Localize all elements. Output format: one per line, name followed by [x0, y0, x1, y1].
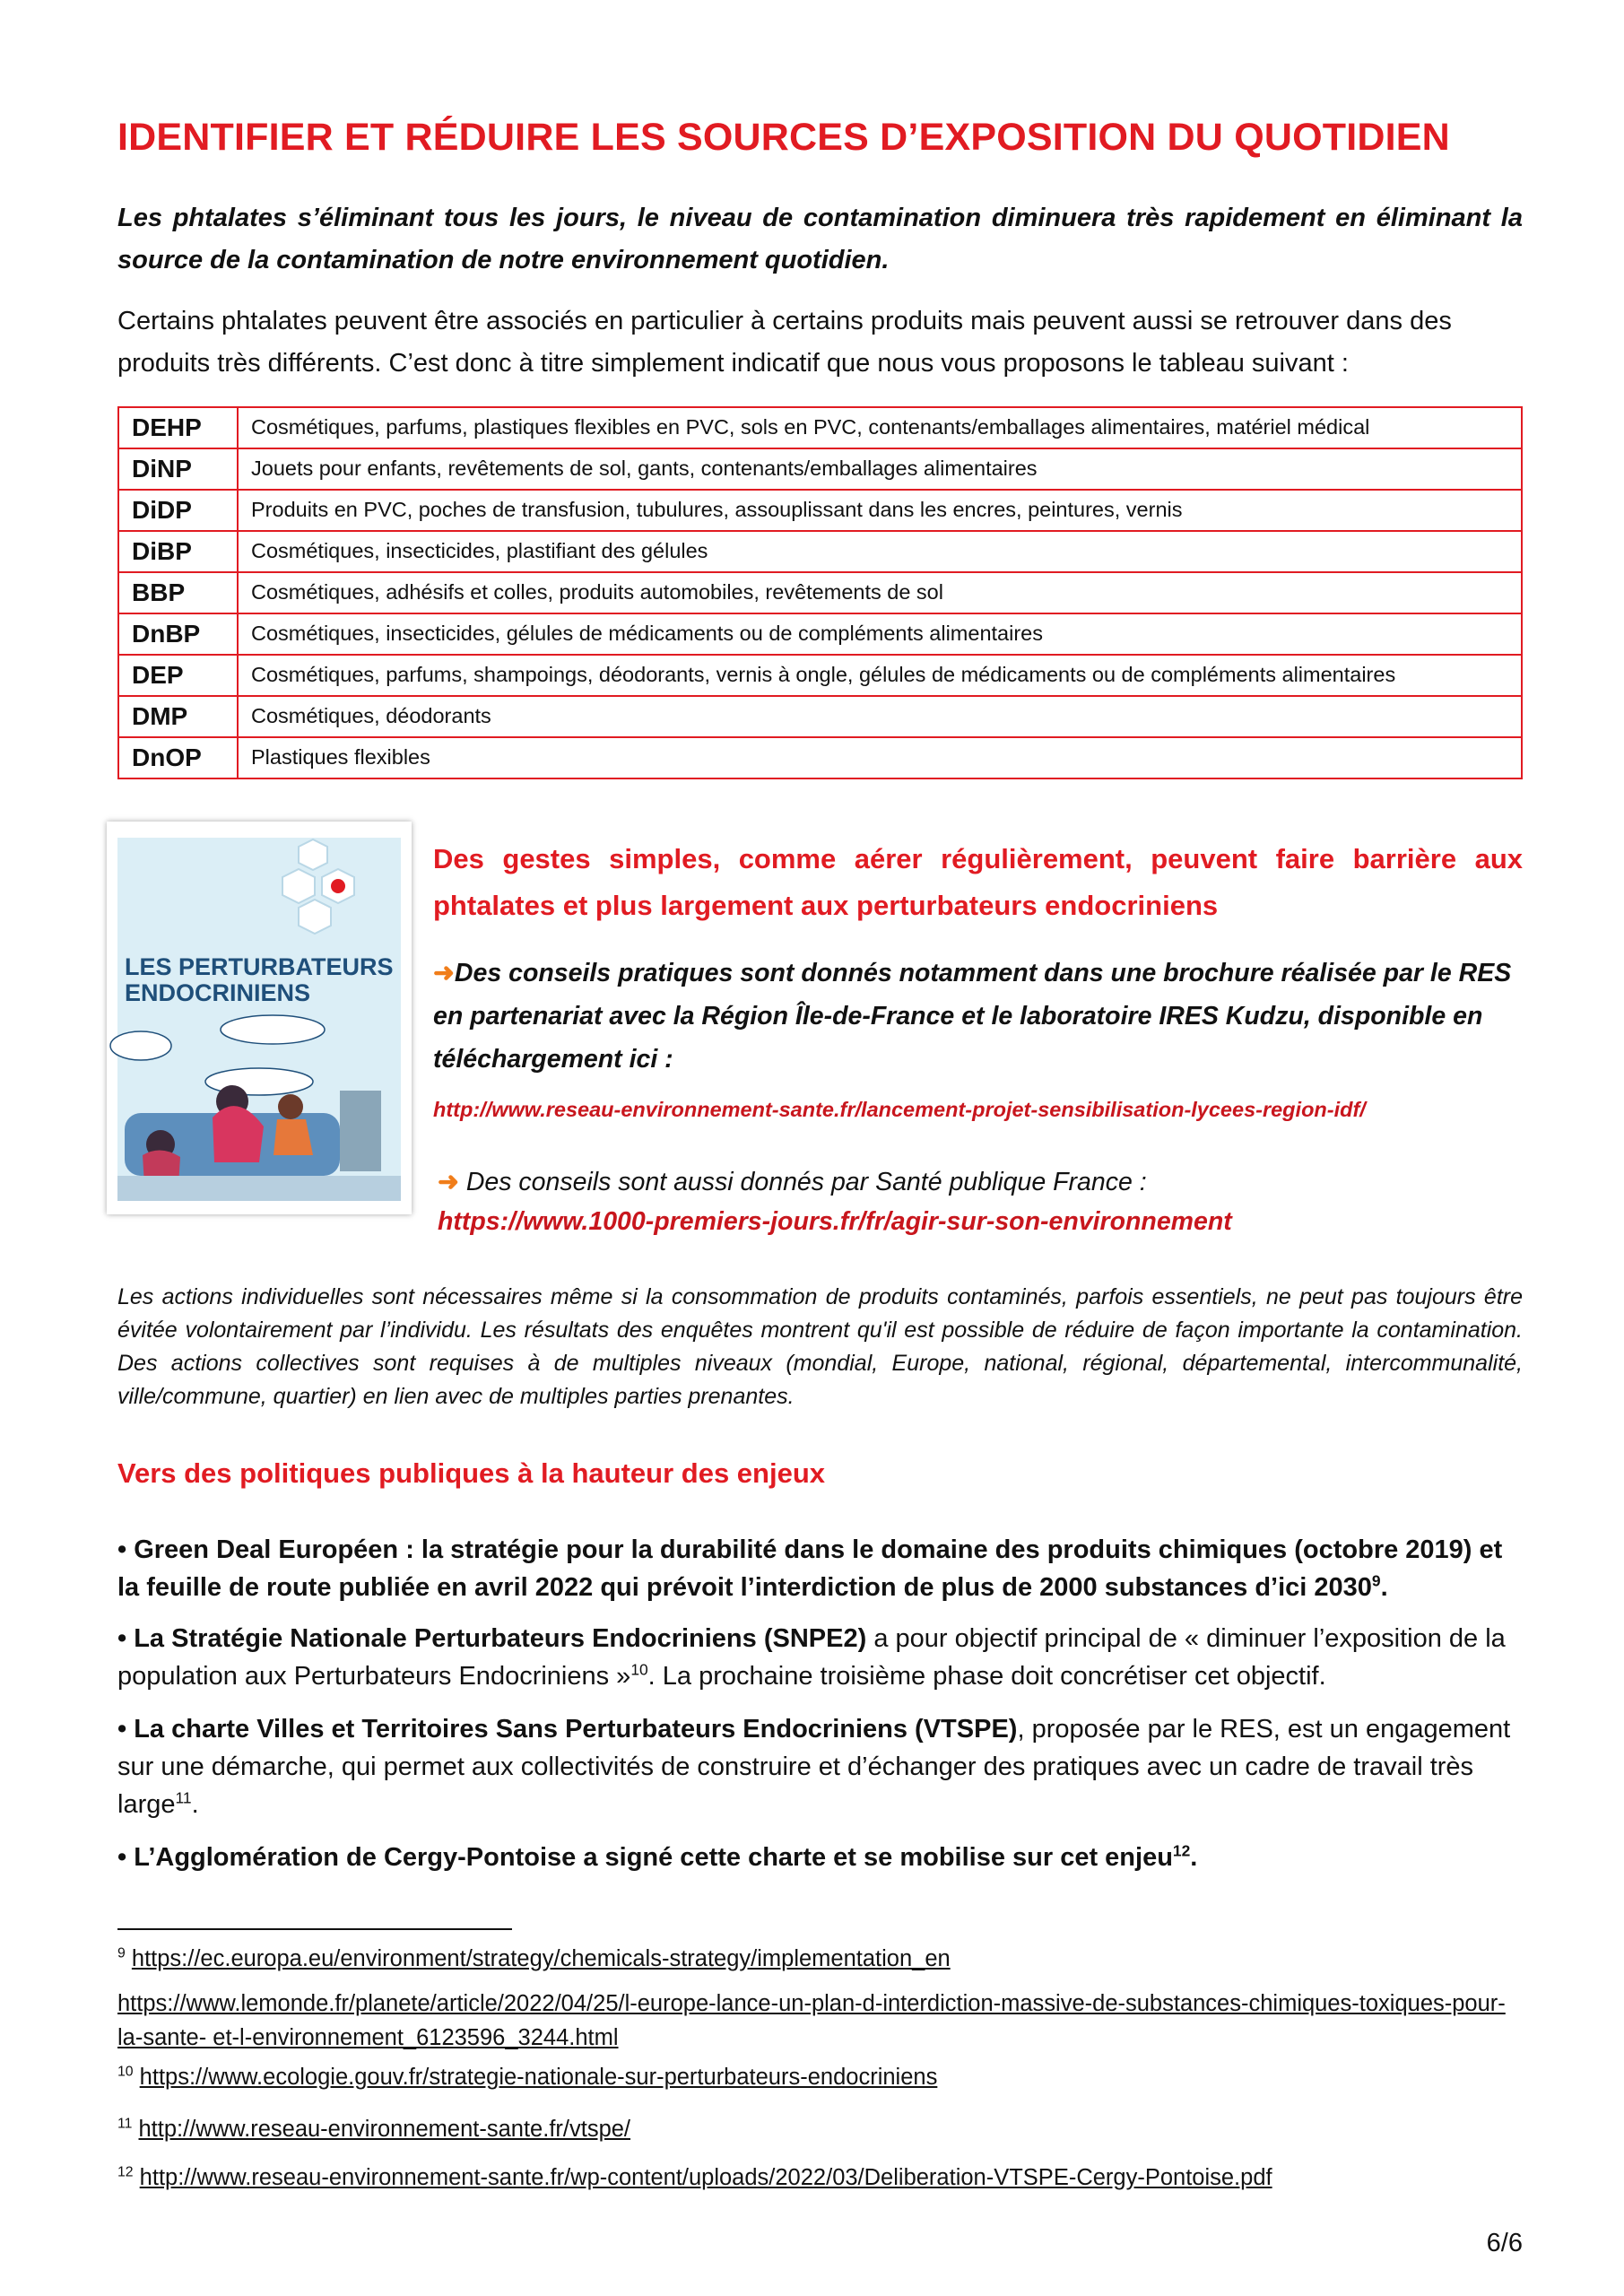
table-row — [118, 655, 1522, 696]
phthalate-abbreviation: BBP — [118, 572, 238, 613]
bullet-cergy — [117, 1839, 1523, 1876]
phthalate-abbreviation: DnBP — [118, 613, 238, 655]
footnote-ref-11[interactable]: 11 — [175, 1788, 192, 1807]
table-row — [118, 572, 1522, 613]
bullet-snpe2 — [117, 1620, 1523, 1695]
footnote-9-second-link — [117, 1987, 1523, 2055]
footnote-number: 10 — [117, 2064, 134, 2080]
footnote-number: 11 — [117, 2116, 133, 2132]
intro-paragraph: Certains phtalates peuvent être associés en particulier à certains produits mais peuvent aussi se retrouver dans des produits très différents. C’est donc à titre simplement indicatif que nous vous proposons le tableau suivant : — [117, 307, 1452, 378]
bullet-end: . — [191, 1790, 199, 1819]
bullet-vtspe — [117, 1710, 1523, 1823]
brochure-advice-paragraph — [433, 952, 1523, 1081]
bullet-end: . — [1380, 1573, 1388, 1602]
bullet-vtspe-bold: • La charte Villes et Territoires Sans Perturbateurs Endocriniens (VTSPE) — [117, 1715, 1018, 1744]
brochure-link[interactable]: http://www.reseau-environnement-sante.fr/lancement-projet-sensibilisation-lycees-region-idf/ — [433, 1098, 1366, 1121]
phthalate-uses: Cosmétiques, parfums, shampoings, déodorants, vernis à ongle, gélules de médicaments ou de compléments alimentaires — [238, 655, 1522, 696]
phthalate-uses: Cosmétiques, adhésifs et colles, produits automobiles, revêtements de sol — [238, 572, 1522, 613]
footnote-number: 12 — [117, 2164, 134, 2180]
footnote-number: 9 — [117, 1945, 126, 1961]
footnote-link[interactable]: http://www.reseau-environnement-sante.fr/vtspe/ — [138, 2117, 631, 2142]
policies-heading: Vers des politiques publiques à la hauteur des enjeux — [117, 1457, 826, 1489]
phthalate-abbreviation: DMP — [118, 696, 238, 737]
footnote-link[interactable]: http://www.reseau-environnement-sante.fr/wp-content/uploads/2022/03/Deliberation-VTSPE-Cergy-Pontoise.pdf — [139, 2165, 1272, 2190]
table-row — [118, 613, 1522, 655]
footnote-link[interactable]: https://ec.europa.eu/environment/strategy/chemicals-strategy/implementation_en — [131, 1946, 951, 1971]
footnote-12 — [117, 2161, 1523, 2195]
table-row — [118, 696, 1522, 737]
page-number: 6/6 — [1486, 2229, 1523, 2257]
phthalate-uses: Jouets pour enfants, revêtements de sol, gants, contenants/emballages alimentaires — [238, 448, 1522, 490]
bullet-snpe2-bold: • La Stratégie Nationale Perturbateurs Endocriniens (SNPE2) — [117, 1624, 867, 1653]
footnote-ref-12[interactable]: 12 — [1172, 1841, 1191, 1860]
actions-paragraph: Les actions individuelles sont nécessaires même si la consommation de produits contaminés, parfois essentiels, ne peut pas toujours être évitée volontairement par l’individu. Les résultats des enquêtes montrent qu'il est possible de réduire de façon importante la contamination. Des actions collectives sont requises à de multiples niveaux (mondial, Europe, national, régional, départemental, intercommunalité, ville/commune, quartier) en lien avec de multiples parties prenantes. — [117, 1284, 1523, 1409]
spf-advice-paragraph — [438, 1162, 1523, 1241]
table-row — [118, 531, 1522, 572]
bullet-vtspe-text: , proposée par le RES, est un engagement sur une démarche, qui permet aux collectivités de construire et d’échanger des pratiques avec un cadre de travail très large — [117, 1715, 1511, 1819]
intro-bold-paragraph: Les phtalates s’éliminant tous les jours, le niveau de contamination diminuera très rapidement en éliminant la source de la contamination de notre environnement quotidien. — [117, 204, 1523, 274]
brochure-illustration — [107, 822, 412, 1214]
phthalates-table — [117, 406, 1523, 779]
spf-link[interactable]: https://www.1000-premiers-jours.fr/fr/agir-sur-son-environnement — [438, 1207, 1232, 1236]
spf-advice-text: Des conseils sont aussi donnés par Santé publique France : — [465, 1168, 1147, 1196]
phthalate-abbreviation: DEHP — [118, 407, 238, 448]
brochure-advice-text: Des conseils pratiques sont donnés notamment dans une brochure réalisée par le RES en partenariat avec la Région Île-de-France et le laboratoire IRES Kudzu, disponible en téléchargement ici : — [433, 959, 1512, 1074]
phthalate-uses: Cosmétiques, insecticides, gélules de médicaments ou de compléments alimentaires — [238, 613, 1522, 655]
phthalate-uses: Produits en PVC, poches de transfusion, tubulures, assouplissant dans les encres, peintures, vernis — [238, 490, 1522, 531]
bullet-green-deal — [117, 1531, 1523, 1606]
brochure-cover-image[interactable] — [107, 822, 412, 1214]
phthalate-uses: Cosmétiques, parfums, plastiques flexibles en PVC, sols en PVC, contenants/emballages alimentaires, matériel médical — [238, 407, 1522, 448]
table-row — [118, 737, 1522, 778]
page-title: IDENTIFIER ET RÉDUIRE LES SOURCES D’EXPOSITION DU QUOTIDIEN — [117, 116, 1450, 159]
phthalate-uses: Cosmétiques, insecticides, plastifiant des gélules — [238, 531, 1522, 572]
arrow-right-icon: ➜ — [433, 959, 455, 987]
phthalate-abbreviation: DiNP — [118, 448, 238, 490]
footnote-link[interactable]: https://www.ecologie.gouv.fr/strategie-nationale-sur-perturbateurs-endocriniens — [139, 2065, 938, 2090]
bullet-snpe2-end: . La prochaine troisième phase doit concrétiser cet objectif. — [647, 1662, 1326, 1691]
footnote-divider — [117, 1928, 512, 1930]
footnote-ref-10[interactable]: 10 — [630, 1660, 648, 1679]
brochure-cover-title: LES PERTURBATEURS ENDOCRINIENS — [125, 953, 394, 1007]
bullet-snpe2-text: a pour objectif principal de « diminuer l’exposition de la population aux Perturbateurs Endocriniens » — [117, 1624, 1506, 1691]
table-row — [118, 448, 1522, 490]
phthalate-abbreviation: DiBP — [118, 531, 238, 572]
bullet-end: . — [1190, 1843, 1198, 1872]
lead-heading: Des gestes simples, comme aérer régulièrement, peuvent faire barrière aux phtalates et plus largement aux perturbateurs endocriniens — [433, 843, 1523, 921]
bullet-green-deal-text: • Green Deal Européen : la stratégie pour la durabilité dans le domaine des produits chimiques (octobre 2019) et la feuille de route publiée en avril 2022 qui prévoit l’interdiction de plus de 2000 substances d’ici 2030 — [117, 1535, 1503, 1602]
phthalate-uses: Cosmétiques, déodorants — [238, 696, 1522, 737]
arrow-right-icon: ➜ — [438, 1168, 459, 1196]
table-row — [118, 490, 1522, 531]
phthalate-abbreviation: DEP — [118, 655, 238, 696]
footnote-link[interactable]: https://www.lemonde.fr/planete/article/2022/04/25/l-europe-lance-un-plan-d-interdiction-massive-de-substances-chimiques-toxiques-pour-la-sante- et-l-environnement_6123596_3244.html — [117, 1991, 1506, 2050]
footnote-11 — [117, 2112, 1523, 2146]
footnote-ref-9[interactable]: 9 — [1371, 1571, 1381, 1590]
phthalate-abbreviation: DiDP — [118, 490, 238, 531]
footnote-10 — [117, 2060, 1523, 2094]
footnote-9 — [117, 1942, 1523, 1976]
phthalate-uses: Plastiques flexibles — [238, 737, 1522, 778]
phthalate-abbreviation: DnOP — [118, 737, 238, 778]
table-row — [118, 407, 1522, 448]
bullet-cergy-text: • L’Agglomération de Cergy-Pontoise a signé cette charte et se mobilise sur cet enjeu — [117, 1843, 1173, 1872]
